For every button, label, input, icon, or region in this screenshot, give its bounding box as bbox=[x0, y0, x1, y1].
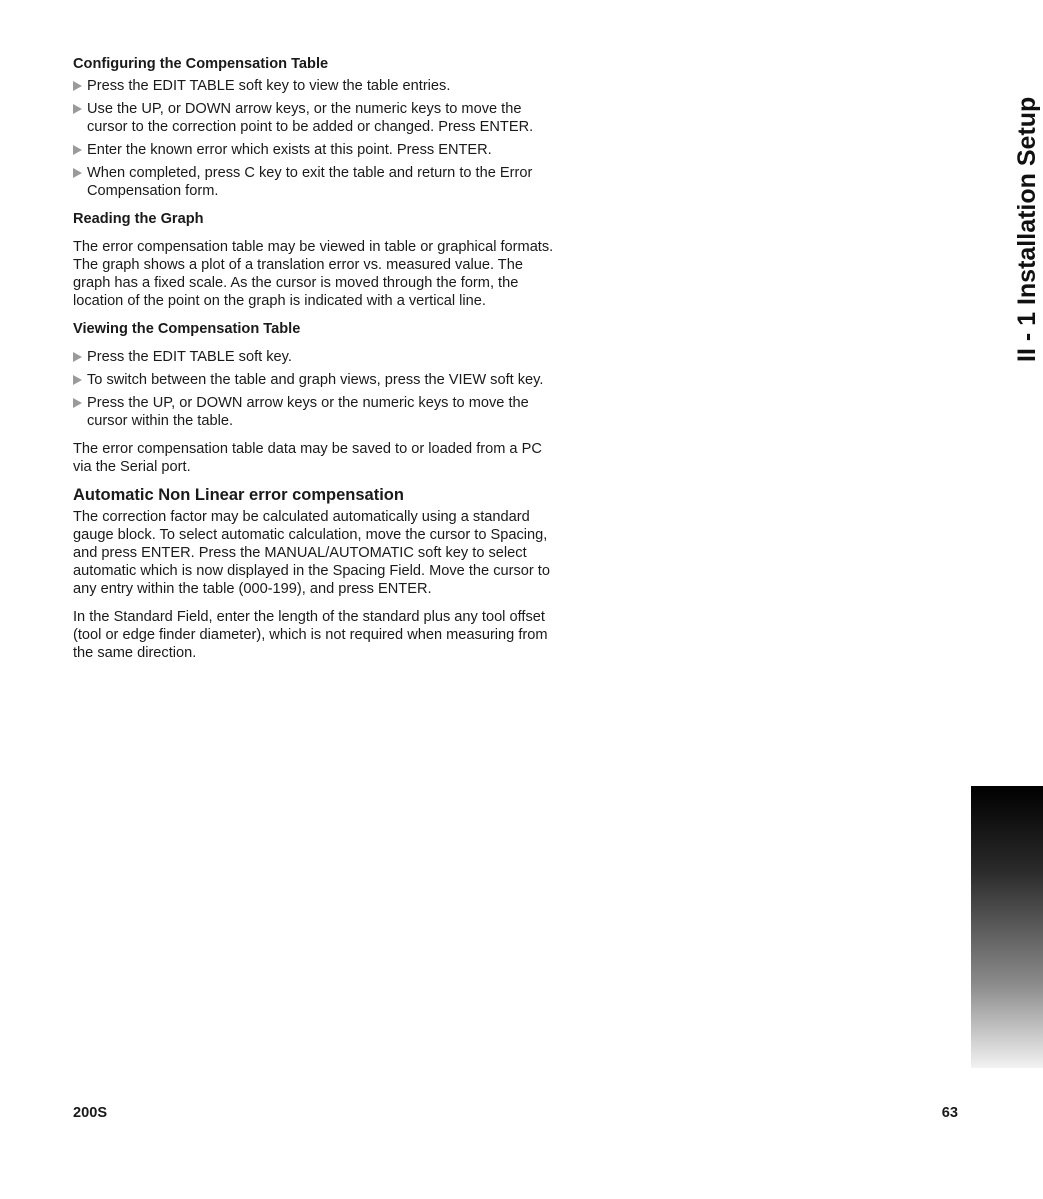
list-item bbox=[73, 100, 563, 136]
step-text: Enter the known error which exists at this point. Press ENTER. bbox=[87, 142, 492, 158]
step-text: To switch between the table and graph views, press the VIEW soft key. bbox=[87, 372, 544, 388]
bullet-triangle-icon bbox=[73, 398, 82, 408]
bullet-triangle-icon bbox=[73, 168, 82, 178]
viewing-steps-list bbox=[73, 348, 563, 430]
page-number: 63 bbox=[941, 1105, 958, 1121]
automatic-paragraph-2: In the Standard Field, enter the length of the standard plus any tool offset (tool or edge finder diameter), which is not required when measuring from the same direction. bbox=[73, 609, 548, 661]
automatic-paragraph-1: The correction factor may be calculated automatically using a standard gauge block. To select automatic calculation, move the cursor to Spacing, and press ENTER. Press the MANUAL/AUTOMATIC soft key to select automatic which is now displayed in the Spacing Field. Move the cursor to any entry within the table (000-199), and press ENTER. bbox=[73, 509, 550, 597]
bullet-triangle-icon bbox=[73, 104, 82, 114]
list-item bbox=[73, 164, 563, 200]
section-heading-configuring: Configuring the Compensation Table bbox=[73, 56, 329, 72]
footer-model: 200S bbox=[73, 1105, 108, 1121]
viewing-paragraph: The error compensation table data may be saved to or loaded from a PC via the Serial port. bbox=[73, 441, 542, 475]
step-text: When completed, press C key to exit the table and return to the Error Compensation form. bbox=[87, 165, 533, 199]
step-text: Press the EDIT TABLE soft key. bbox=[87, 349, 292, 365]
chapter-side-title: II - 1 Installation Setup bbox=[1013, 96, 1041, 362]
list-item bbox=[73, 77, 563, 95]
step-text: Press the UP, or DOWN arrow keys or the numeric keys to move the cursor within the table. bbox=[87, 395, 529, 429]
chapter-thumb-tab bbox=[971, 786, 1043, 1068]
step-text: Use the UP, or DOWN arrow keys, or the numeric keys to move the cursor to the correction point to be added or changed. Press ENTER. bbox=[87, 101, 534, 135]
list-item bbox=[73, 394, 563, 430]
list-item bbox=[73, 371, 563, 389]
bullet-triangle-icon bbox=[73, 352, 82, 362]
list-item bbox=[73, 348, 563, 366]
bullet-triangle-icon bbox=[73, 81, 82, 91]
configuring-steps-list bbox=[73, 77, 563, 200]
bullet-triangle-icon bbox=[73, 145, 82, 155]
reading-graph-paragraph: The error compensation table may be viewed in table or graphical formats. The graph shows a plot of a translation error vs. measured value. The graph has a fixed scale. As the cursor is moved through the form, the location of the point on the graph is indicated with a vertical line. bbox=[73, 239, 554, 309]
bullet-triangle-icon bbox=[73, 375, 82, 385]
section-heading-reading-graph: Reading the Graph bbox=[73, 211, 204, 227]
section-heading-automatic: Automatic Non Linear error compensation bbox=[73, 486, 404, 504]
step-text: Press the EDIT TABLE soft key to view the table entries. bbox=[87, 78, 451, 94]
list-item bbox=[73, 141, 563, 159]
section-heading-viewing: Viewing the Compensation Table bbox=[73, 321, 301, 337]
page-content bbox=[73, 55, 563, 672]
